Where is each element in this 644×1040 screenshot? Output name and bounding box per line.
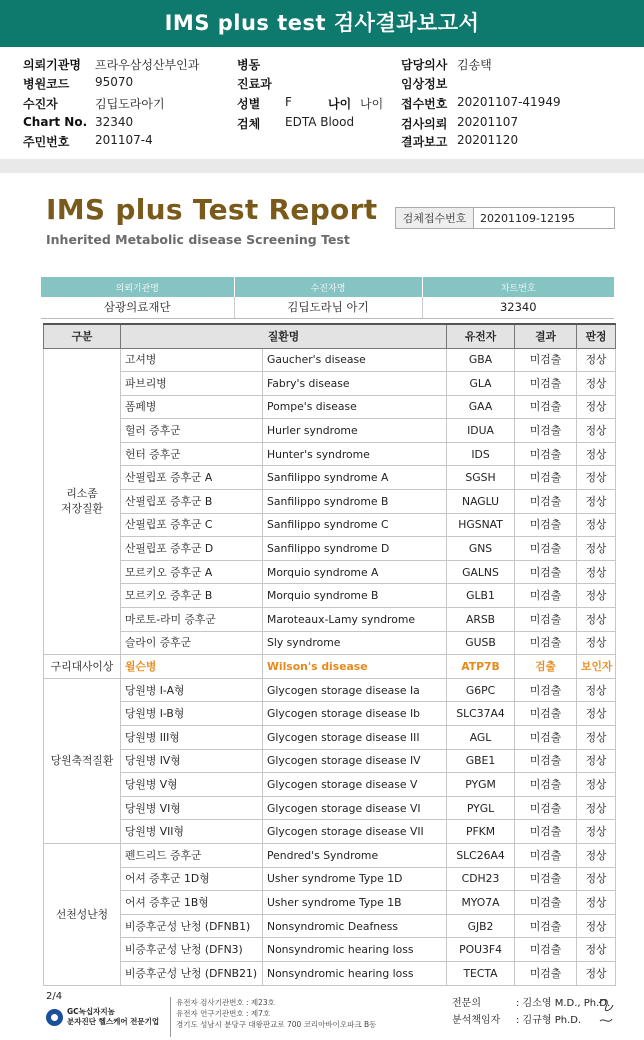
gene-cell: IDS [447, 442, 515, 466]
disease-korean-cell: 당원병 III형 [121, 726, 263, 750]
judgement-cell: 정상 [577, 560, 616, 584]
gene-cell: IDUA [447, 419, 515, 443]
disease-english-cell: Sanfilippo syndrome C [263, 513, 447, 537]
disease-korean-cell: 산필립포 증후군 D [121, 537, 263, 561]
results-table [43, 323, 616, 986]
judgement-cell: 정상 [577, 678, 616, 702]
result-row [44, 914, 616, 938]
result-cell: 미검출 [515, 395, 577, 419]
handwritten-signature-icon [596, 995, 616, 1027]
result-cell: 미검출 [515, 914, 577, 938]
result-cell: 미검출 [515, 513, 577, 537]
gene-cell: SLC37A4 [447, 702, 515, 726]
result-cell: 미검출 [515, 702, 577, 726]
gene-cell: G6PC [447, 678, 515, 702]
result-cell: 미검출 [515, 631, 577, 655]
disease-korean-cell: 헌터 증후군 [121, 442, 263, 466]
footer-divider [170, 997, 171, 1037]
disease-korean-cell: 비증후군성 난청 (DFNB1) [121, 914, 263, 938]
result-row [44, 891, 616, 915]
specialist-label: 전문의 [452, 998, 481, 1009]
signatures [452, 995, 610, 1029]
results-body [44, 348, 616, 985]
disease-korean-cell: 비증후군성 난청 (DFNB21) [121, 961, 263, 985]
gene-cell: SGSH [447, 466, 515, 490]
meta-header: 의뢰기관명 [41, 277, 234, 297]
result-row [44, 820, 616, 844]
disease-korean-cell: 산필립포 증후군 C [121, 513, 263, 537]
disease-english-cell: Glycogen storage disease III [263, 726, 447, 750]
label-resident-no: 주민번호 [23, 135, 70, 149]
gene-cell: GBE1 [447, 749, 515, 773]
result-row [44, 867, 616, 891]
disease-english-cell: Maroteaux-Lamy syndrome [263, 608, 447, 632]
disease-english-cell: Sanfilippo syndrome A [263, 466, 447, 490]
judgement-cell: 정상 [577, 631, 616, 655]
category-cell: 리소좀 저장질환 [44, 348, 121, 655]
disease-korean-cell: 당원병 VII형 [121, 820, 263, 844]
disease-english-cell: Nonsyndromic hearing loss [263, 961, 447, 985]
result-row [44, 584, 616, 608]
result-cell: 미검출 [515, 961, 577, 985]
disease-korean-cell: 모르키오 증후군 A [121, 560, 263, 584]
result-row [44, 513, 616, 537]
gene-cell: MYO7A [447, 891, 515, 915]
gene-cell: ATP7B [447, 655, 515, 679]
result-row [44, 631, 616, 655]
disease-korean-cell: 당원병 I-B형 [121, 702, 263, 726]
result-row [44, 843, 616, 867]
result-cell: 미검출 [515, 584, 577, 608]
disease-english-cell: Glycogen storage disease VI [263, 796, 447, 820]
disease-english-cell: Sanfilippo syndrome D [263, 537, 447, 561]
label-doctor: 담당의사 [401, 58, 448, 72]
result-row [44, 466, 616, 490]
disease-english-cell: Morquio syndrome B [263, 584, 447, 608]
judgement-cell: 정상 [577, 466, 616, 490]
disease-english-cell: Hunter's syndrome [263, 442, 447, 466]
result-cell: 미검출 [515, 490, 577, 514]
gene-cell: PYGM [447, 773, 515, 797]
value-chart-no: 32340 [95, 115, 134, 129]
disease-english-cell: Nonsyndromic Deafness [263, 914, 447, 938]
result-cell: 검출 [515, 655, 577, 679]
license-info [176, 997, 376, 1030]
disease-english-cell: Hurler syndrome [263, 419, 447, 443]
value-resident-no: 201107-4 [95, 133, 153, 147]
judgement-cell: 정상 [577, 938, 616, 962]
value-receipt-no: 20201107-41949 [457, 95, 561, 109]
judgement-cell: 정상 [577, 537, 616, 561]
label-chart-no: Chart No. [23, 115, 88, 129]
label-receipt-no: 접수번호 [401, 97, 448, 111]
meta-value: 32340 [422, 297, 614, 318]
judgement-cell: 정상 [577, 726, 616, 750]
disease-english-cell: Sly syndrome [263, 631, 447, 655]
disease-korean-cell: 산필립포 증후군 A [121, 466, 263, 490]
result-cell: 미검출 [515, 749, 577, 773]
result-row [44, 348, 616, 372]
judgement-cell: 정상 [577, 796, 616, 820]
disease-korean-cell: 모르키오 증후군 B [121, 584, 263, 608]
gene-cell: GLA [447, 372, 515, 396]
disease-english-cell: Glycogen storage disease Ia [263, 678, 447, 702]
judgement-cell: 정상 [577, 395, 616, 419]
disease-english-cell: Glycogen storage disease IV [263, 749, 447, 773]
judgement-cell: 정상 [577, 773, 616, 797]
result-cell: 미검출 [515, 442, 577, 466]
result-cell: 미검출 [515, 560, 577, 584]
disease-korean-cell: 펜드리드 증후군 [121, 843, 263, 867]
label-clinical-info: 임상정보 [401, 77, 448, 91]
disease-korean-cell: 파브리병 [121, 372, 263, 396]
judgement-cell: 정상 [577, 513, 616, 537]
gene-cell: GLB1 [447, 584, 515, 608]
col-header-disease: 질환명 [121, 324, 447, 348]
disease-english-cell: Usher syndrome Type 1B [263, 891, 447, 915]
company-name-line2: 분자진단 헬스케어 전문기업 [67, 1017, 160, 1026]
judgement-cell: 정상 [577, 702, 616, 726]
judgement-cell: 정상 [577, 608, 616, 632]
value-hospital-code: 95070 [95, 75, 134, 89]
result-cell: 미검출 [515, 608, 577, 632]
disease-korean-cell: 비증후군성 난청 (DFN3) [121, 938, 263, 962]
address-line: 경기도 성남시 분당구 대왕판교로 700 코리아바이오파크 B동 [176, 1020, 377, 1029]
label-institution: 의뢰기관명 [23, 58, 81, 72]
signature-row-analyst [452, 1012, 610, 1029]
result-cell: 미검출 [515, 773, 577, 797]
result-cell: 미검출 [515, 891, 577, 915]
label-ward: 병동 [237, 58, 261, 72]
disease-korean-cell: 마로토-라미 증후군 [121, 608, 263, 632]
judgement-cell: 정상 [577, 490, 616, 514]
disease-korean-cell: 당원병 IV형 [121, 749, 263, 773]
category-cell: 당원축적질환 [44, 678, 121, 843]
label-hospital-code: 병원코드 [23, 77, 70, 91]
result-row [44, 726, 616, 750]
judgement-cell: 정상 [577, 891, 616, 915]
category-cell: 구리대사이상 [44, 655, 121, 679]
signature-row-specialist [452, 995, 610, 1012]
disease-english-cell: Glycogen storage disease V [263, 773, 447, 797]
result-cell: 미검출 [515, 843, 577, 867]
separator-band [0, 159, 644, 173]
judgement-cell: 정상 [577, 961, 616, 985]
disease-korean-cell: 고셔병 [121, 348, 263, 372]
judgement-cell: 정상 [577, 372, 616, 396]
result-row [44, 442, 616, 466]
result-row [44, 372, 616, 396]
gene-cell: GJB2 [447, 914, 515, 938]
label-request-date: 검사의뢰 [401, 117, 448, 131]
report-subtitle: Inherited Metabolic disease Screening Test [46, 232, 350, 247]
result-cell: 미검출 [515, 796, 577, 820]
disease-korean-cell: 윌슨병 [121, 655, 263, 679]
value-sex: F [285, 95, 292, 109]
result-cell: 미검출 [515, 419, 577, 443]
gene-cell: NAGLU [447, 490, 515, 514]
gene-cell: SLC26A4 [447, 843, 515, 867]
result-cell: 미검출 [515, 867, 577, 891]
value-report-date: 20201120 [457, 133, 519, 147]
judgement-cell: 정상 [577, 820, 616, 844]
gene-cell: GUSB [447, 631, 515, 655]
judgement-cell: 정상 [577, 419, 616, 443]
disease-english-cell: Glycogen storage disease Ib [263, 702, 447, 726]
label-report-date: 결과보고 [401, 135, 448, 149]
gene-cell: ARSB [447, 608, 515, 632]
result-row [44, 678, 616, 702]
disease-korean-cell: 어셔 증후군 1B형 [121, 891, 263, 915]
meta-table [41, 277, 614, 319]
disease-korean-cell: 폼페병 [121, 395, 263, 419]
result-row [44, 490, 616, 514]
disease-english-cell: Gaucher's disease [263, 348, 447, 372]
result-row [44, 419, 616, 443]
value-specimen: EDTA Blood [285, 115, 355, 129]
disease-english-cell: Glycogen storage disease VII [263, 820, 447, 844]
patient-info [0, 47, 644, 159]
result-row [44, 938, 616, 962]
gene-cell: GNS [447, 537, 515, 561]
receipt-number-box [395, 207, 615, 229]
gene-cell: CDH23 [447, 867, 515, 891]
result-cell: 미검출 [515, 820, 577, 844]
label-specimen: 검체 [237, 117, 261, 131]
company-name-line1: GC녹십자지놈 [67, 1007, 115, 1016]
disease-english-cell: Morquio syndrome A [263, 560, 447, 584]
judgement-cell: 정상 [577, 843, 616, 867]
page-number: 2/4 [46, 991, 63, 1002]
value-doctor: 김송택 [457, 58, 492, 72]
receipt-label: 검체접수번호 [396, 208, 474, 228]
gene-cell: GBA [447, 348, 515, 372]
receipt-value: 20201109-12195 [480, 211, 575, 225]
value-institution: 프라우삼성산부인과 [95, 58, 200, 72]
gene-cell: GALNS [447, 560, 515, 584]
result-row [44, 537, 616, 561]
judgement-cell: 정상 [577, 914, 616, 938]
report-title: IMS plus Test Report [46, 193, 378, 226]
col-header-result: 결과 [515, 324, 577, 348]
result-row [44, 796, 616, 820]
document-title: IMS plus test 검사결과보고서 [0, 0, 644, 47]
result-cell: 미검출 [515, 466, 577, 490]
disease-english-cell: Pendred's Syndrome [263, 843, 447, 867]
result-row [44, 608, 616, 632]
judgement-cell: 정상 [577, 348, 616, 372]
gene-cell: PYGL [447, 796, 515, 820]
label-sex: 성별 [237, 97, 261, 111]
disease-korean-cell: 산필립포 증후군 B [121, 490, 263, 514]
result-row [44, 961, 616, 985]
result-row [44, 655, 616, 679]
disease-english-cell: Fabry's disease [263, 372, 447, 396]
disease-korean-cell: 어셔 증후군 1D형 [121, 867, 263, 891]
meta-value: 김딥도라님 아기 [234, 297, 422, 318]
meta-header: 차트번호 [422, 277, 614, 297]
category-cell: 선천성난청 [44, 843, 121, 985]
disease-korean-cell: 슬라이 증후군 [121, 631, 263, 655]
disease-english-cell: Sanfilippo syndrome B [263, 490, 447, 514]
col-header-gene: 유전자 [447, 324, 515, 348]
label-department: 진료과 [237, 77, 272, 91]
gene-cell: AGL [447, 726, 515, 750]
col-header-category: 구분 [44, 324, 121, 348]
analyst-label: 분석책임자 [452, 1015, 501, 1026]
judgement-cell: 보인자 [577, 655, 616, 679]
specialist-value: : 김소영 M.D., Ph.D. [516, 998, 611, 1009]
judgement-cell: 정상 [577, 584, 616, 608]
judgement-cell: 정상 [577, 442, 616, 466]
disease-english-cell: Wilson's disease [263, 655, 447, 679]
disease-korean-cell: 당원병 I-A형 [121, 678, 263, 702]
disease-korean-cell: 헐러 증후군 [121, 419, 263, 443]
judgement-cell: 정상 [577, 867, 616, 891]
result-cell: 미검출 [515, 938, 577, 962]
analyst-value: : 김규형 Ph.D. [516, 1015, 582, 1026]
result-row [44, 702, 616, 726]
meta-value: 삼광의료재단 [41, 297, 234, 318]
disease-korean-cell: 당원병 V형 [121, 773, 263, 797]
company-logo-icon [46, 1009, 63, 1026]
disease-english-cell: Usher syndrome Type 1D [263, 867, 447, 891]
gene-cell: HGSNAT [447, 513, 515, 537]
disease-english-cell: Pompe's disease [263, 395, 447, 419]
gene-cell: POU3F4 [447, 938, 515, 962]
result-row [44, 749, 616, 773]
value-request-date: 20201107 [457, 115, 519, 129]
gene-cell: TECTA [447, 961, 515, 985]
result-row [44, 395, 616, 419]
disease-english-cell: Nonsyndromic hearing loss [263, 938, 447, 962]
result-cell: 미검출 [515, 372, 577, 396]
result-row [44, 773, 616, 797]
judgement-cell: 정상 [577, 749, 616, 773]
result-cell: 미검출 [515, 348, 577, 372]
disease-korean-cell: 당원병 VI형 [121, 796, 263, 820]
company-name [67, 1007, 159, 1027]
value-age: 나이 [360, 97, 384, 111]
license-line: 유전자 검사기관번호 : 제23호 [176, 998, 275, 1007]
result-row [44, 560, 616, 584]
label-age: 나이 [328, 97, 352, 111]
result-cell: 미검출 [515, 537, 577, 561]
col-header-judgement: 판정 [577, 324, 616, 348]
result-cell: 미검출 [515, 678, 577, 702]
gene-cell: GAA [447, 395, 515, 419]
gene-cell: PFKM [447, 820, 515, 844]
result-cell: 미검출 [515, 726, 577, 750]
value-patient: 김딥도라아기 [95, 97, 165, 111]
license-line: 유전자 연구기관번호 : 제7호 [176, 1009, 271, 1018]
label-patient: 수진자 [23, 97, 58, 111]
footer [0, 985, 644, 1040]
meta-header: 수진자명 [234, 277, 422, 297]
